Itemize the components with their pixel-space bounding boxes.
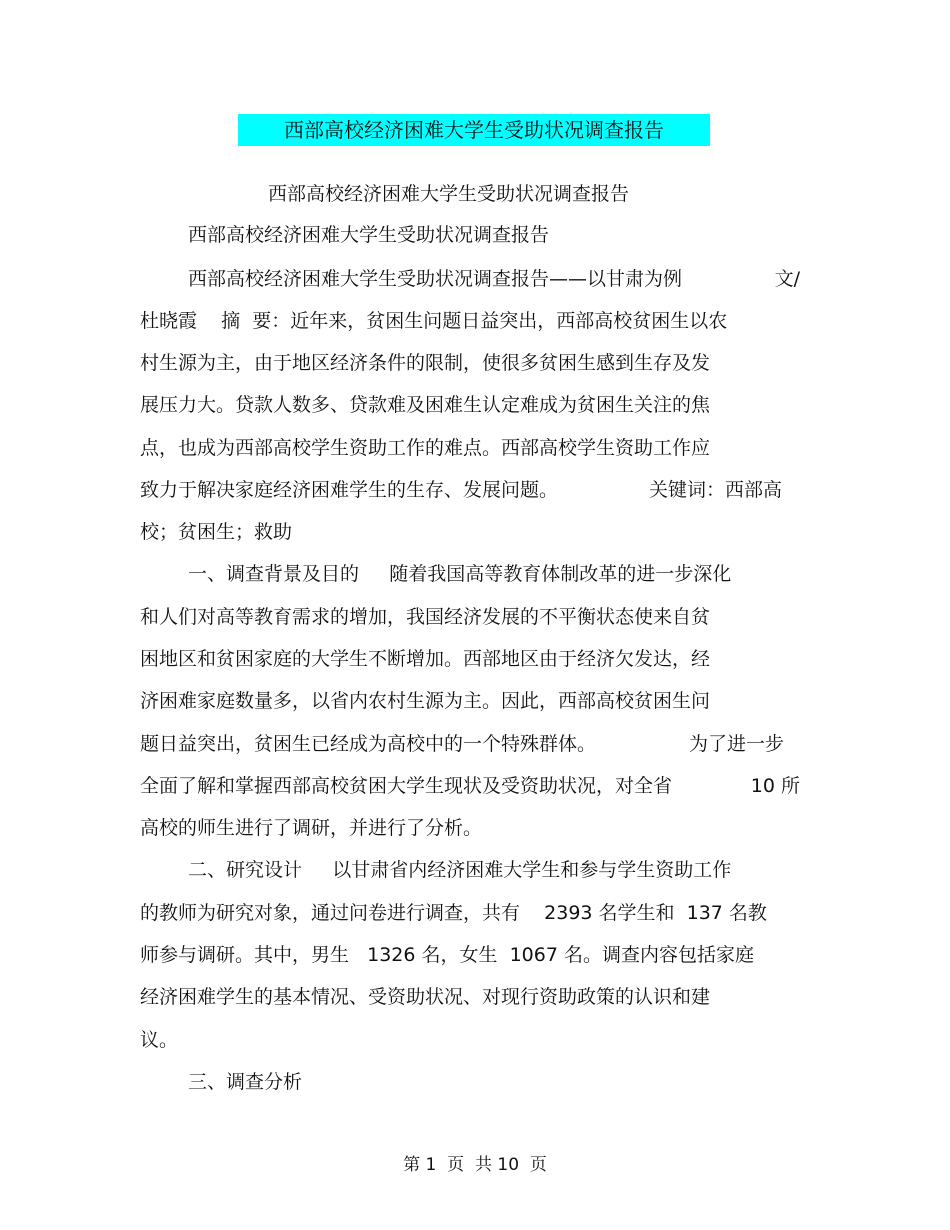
subtitle-line-2: 西部高校经济困难大学生受助状况调查报告 [188, 224, 550, 246]
body-line: 校；贫困生；救助 [140, 521, 293, 543]
body-line-right: 为了进一步 [688, 733, 784, 755]
body-line: 师参与调研。其中，男生 1326 名，女生 1067 名。调查内容包括家庭 [140, 944, 754, 966]
body-line: 全面了解和掌握西部高校贫困大学生现状及受资助状况，对全省 [140, 775, 673, 797]
body-line: 的教师为研究对象，通过问卷进行调查，共有 2393 名学生和 137 名教 [140, 902, 767, 924]
body-line: 济困难家庭数量多，以省内农村生源为主。因此，西部高校贫困生问 [140, 690, 711, 712]
body-line: 杜晓霞 摘 要：近年来，贫困生问题日益突出，西部高校贫困生以农 [140, 310, 728, 332]
body-line: 点，也成为西部高校学生资助工作的难点。西部高校学生资助工作应 [140, 437, 711, 459]
body-line: 题日益突出，贫困生已经成为高校中的一个特殊群体。 [140, 733, 597, 755]
body-line: 展压力大。贷款人数多、贷款难及困难生认定难成为贫困生关注的焦 [140, 394, 711, 416]
section-heading-line: 二、研究设计 以甘肃省内经济困难大学生和参与学生资助工作 [188, 859, 732, 881]
body-line: 经济困难学生的基本情况、受资助状况、对现行资助政策的认识和建 [140, 986, 711, 1008]
body-line: 致力于解决家庭经济困难学生的生存、发展问题。 [140, 479, 559, 501]
author-label: 文/ [774, 268, 800, 290]
section-heading-line: 三、调查分析 [188, 1071, 303, 1093]
body-line: 西部高校经济困难大学生受助状况调查报告——以甘肃为例 [188, 268, 683, 290]
subtitle-line: 西部高校经济困难大学生受助状况调查报告 [268, 183, 630, 205]
body-line-right: 10 所 [750, 775, 800, 797]
page-footer: 第 1 页 共 10 页 [403, 1155, 547, 1175]
document-title: 西部高校经济困难大学生受助状况调查报告 [238, 114, 710, 146]
keywords-label: 关键词：西部高 [648, 479, 782, 501]
section-heading-line: 一、调查背景及目的 随着我国高等教育体制改革的进一步深化 [188, 563, 732, 585]
body-line: 议。 [140, 1029, 179, 1051]
body-line: 高校的师生进行了调研，并进行了分析。 [140, 817, 483, 839]
body-line: 困地区和贫困家庭的大学生不断增加。西部地区由于经济欠发达，经 [140, 648, 711, 670]
body-line: 和人们对高等教育需求的增加，我国经济发展的不平衡状态使来自贫 [140, 606, 711, 628]
body-line: 村生源为主，由于地区经济条件的限制，使很多贫困生感到生存及发 [140, 352, 711, 374]
